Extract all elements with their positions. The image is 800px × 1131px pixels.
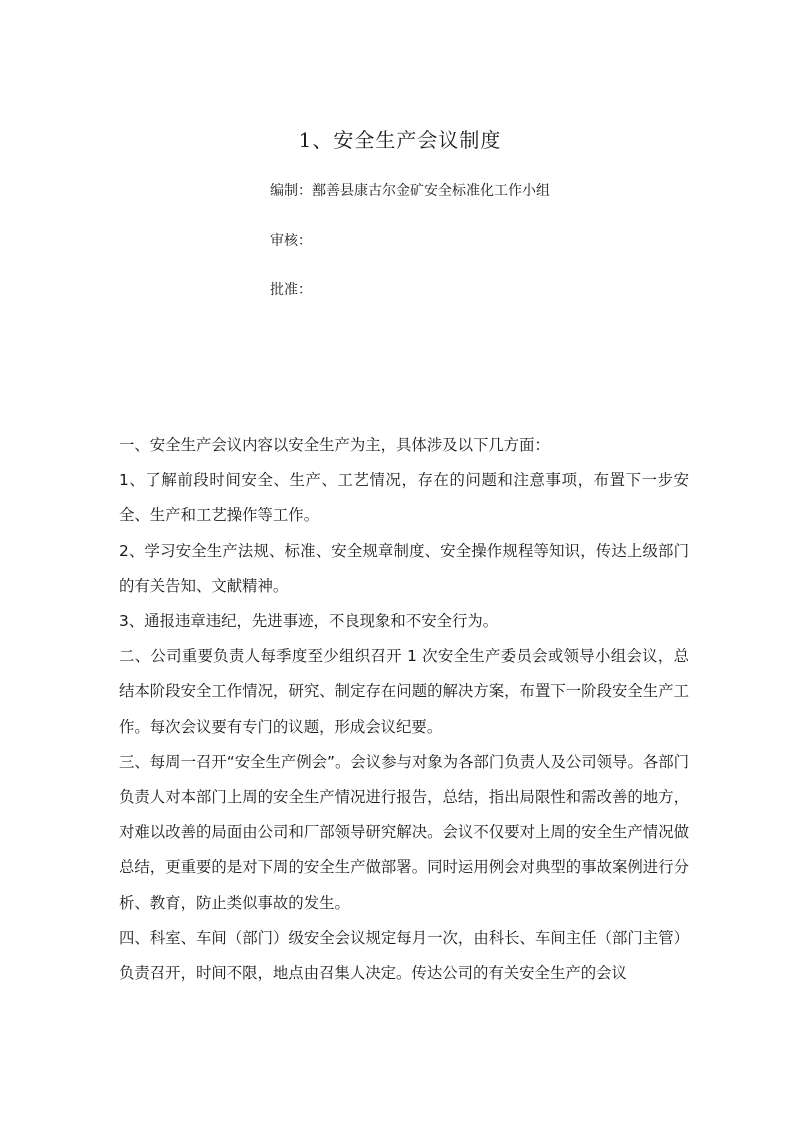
section-3-paragraph: 三、每周一召开“安全生产例会”。会议参与对象为各部门负责人及公司领导。各部门负责人对本部门上周的安全生产情况进行报告，总结，指出局限性和需改善的地方，对难以改善的局面由公司和厂部领导研究解决。会议不仅要对上周的安全生产情况做总结，更重要的是对下周的安全生产做部署。同时运用例会对典型的事故案例进行分析、教育，防止类似事故的发生。 bbox=[119, 752, 690, 912]
section-4-paragraph: 四、科室、车间（部门）级安全会议规定每月一次，由科长、车间主任（部门主管）负责召开，时间不限，地点由召集人决定。传达公司的有关安全生产的会议 bbox=[119, 928, 689, 983]
section-2-paragraph: 二、公司重要负责人每季度至少组织召开 1 次安全生产委员会或领导小组会议，总结本阶段安全工作情况，研究、制定存在问题的解决方案，布置下一阶段安全生产工作。每次会议要有专门的议题，形成会议纪要。 bbox=[119, 647, 689, 736]
section-1-item-2: 2、学习安全生产法规、标准、安全规章制度、安全操作规程等知识，传达上级部门的有关告知、文献精神。 bbox=[119, 541, 689, 595]
document-title: 1、安全生产会议制度 bbox=[298, 128, 502, 152]
approved-by-line: 批准： bbox=[270, 282, 312, 298]
reviewed-by-line: 审核： bbox=[270, 233, 312, 249]
section-1-item-1: 1、了解前段时间安全、生产、工艺情况，存在的问题和注意事项，布置下一步安全、生产和工艺操作等工作。 bbox=[119, 471, 689, 525]
document-body bbox=[119, 428, 689, 991]
section-1-heading: 一、安全生产会议内容以安全生产为主，具体涉及以下几方面： bbox=[119, 436, 550, 454]
section-1-item-3: 3、通报违章违纪，先进事迹，不良现象和不安全行为。 bbox=[119, 612, 499, 631]
compiled-by-line: 编制：鄯善县康古尔金矿安全标准化工作小组 bbox=[270, 183, 550, 199]
